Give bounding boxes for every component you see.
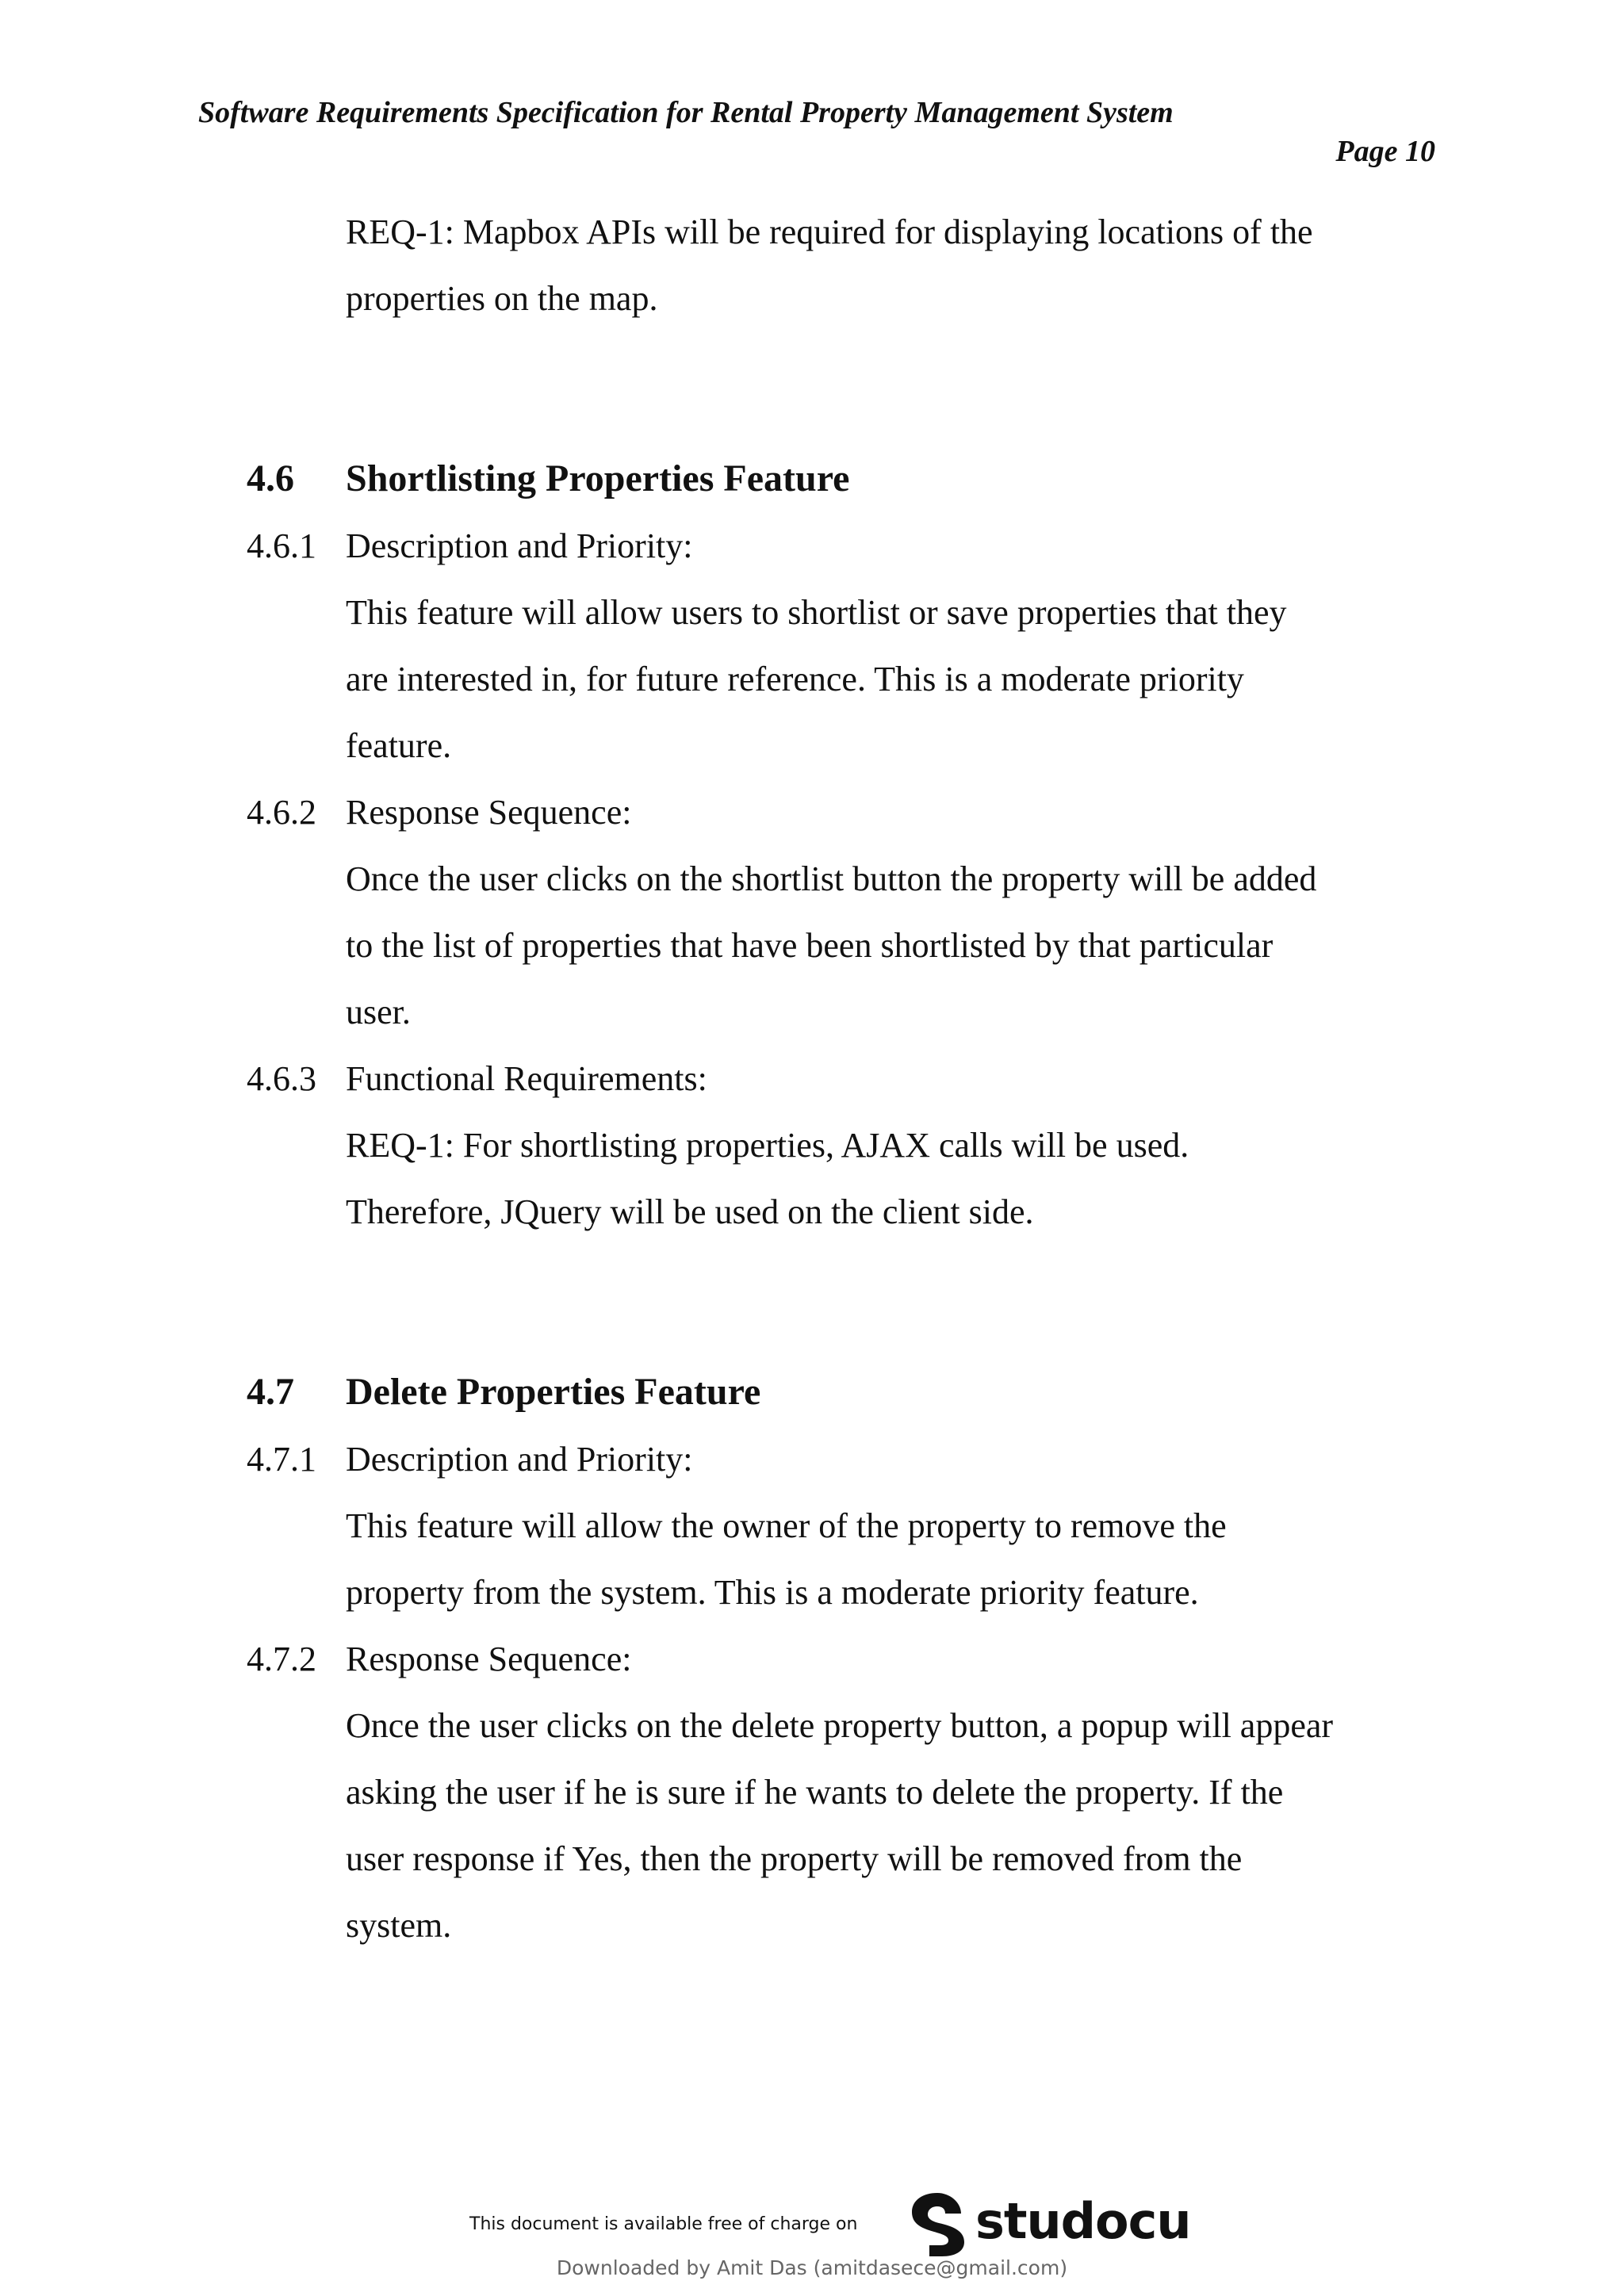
body-line: property from the system. This is a moderate priority feature.: [346, 1573, 1199, 1612]
body-line: properties on the map.: [346, 279, 658, 318]
body-line: user response if Yes, then the property will be removed from the: [346, 1839, 1243, 1878]
body-line: This feature will allow users to shortlist or save properties that they: [346, 593, 1287, 632]
download-note: Downloaded by Amit Das (amitdasece@gmail.com): [556, 2256, 1068, 2279]
section-title: Delete Properties Feature: [346, 1371, 761, 1413]
body-line: Once the user clicks on the delete property button, a popup will appear: [346, 1706, 1334, 1745]
availability-note: This document is available free of charge on: [469, 2214, 858, 2234]
body-line: user.: [346, 993, 411, 1031]
document-title: Software Requirements Specification for Rental Property Management System: [198, 96, 1174, 129]
subsection-number: 4.7.1: [247, 1440, 316, 1479]
subsection-title: Description and Priority:: [346, 1440, 693, 1479]
body-line: asking the user if he is sure if he wants to delete the property. If the: [346, 1773, 1284, 1812]
body-line: feature.: [346, 726, 452, 765]
studocu-logo-icon: [902, 2190, 969, 2256]
studocu-brand: studocu: [975, 2192, 1191, 2250]
subsection-title: Description and Priority:: [346, 526, 693, 565]
section-title: Shortlisting Properties Feature: [346, 457, 850, 499]
body-line: are interested in, for future reference. This is a moderate priority: [346, 660, 1244, 698]
body-line: system.: [346, 1906, 452, 1945]
body-line: Once the user clicks on the shortlist button the property will be added: [346, 859, 1317, 898]
subsection-number: 4.6.3: [247, 1059, 316, 1098]
body-line: Therefore, JQuery will be used on the client side.: [346, 1192, 1034, 1231]
body-line: REQ-1: For shortlisting properties, AJAX calls will be used.: [346, 1126, 1189, 1165]
section-number: 4.7: [247, 1371, 294, 1413]
body-line: This feature will allow the owner of the property to remove the: [346, 1506, 1227, 1545]
subsection-number: 4.7.2: [247, 1640, 316, 1678]
subsection-number: 4.6.2: [247, 793, 316, 832]
subsection-title: Functional Requirements:: [346, 1059, 707, 1098]
section-number: 4.6: [247, 457, 294, 499]
subsection-number: 4.6.1: [247, 526, 316, 565]
subsection-title: Response Sequence:: [346, 1640, 632, 1678]
body-line: REQ-1: Mapbox APIs will be required for displaying locations of the: [346, 212, 1313, 251]
body-line: to the list of properties that have been shortlisted by that particular: [346, 926, 1274, 965]
subsection-title: Response Sequence:: [346, 793, 632, 832]
page-number: Page 10: [1335, 135, 1435, 168]
